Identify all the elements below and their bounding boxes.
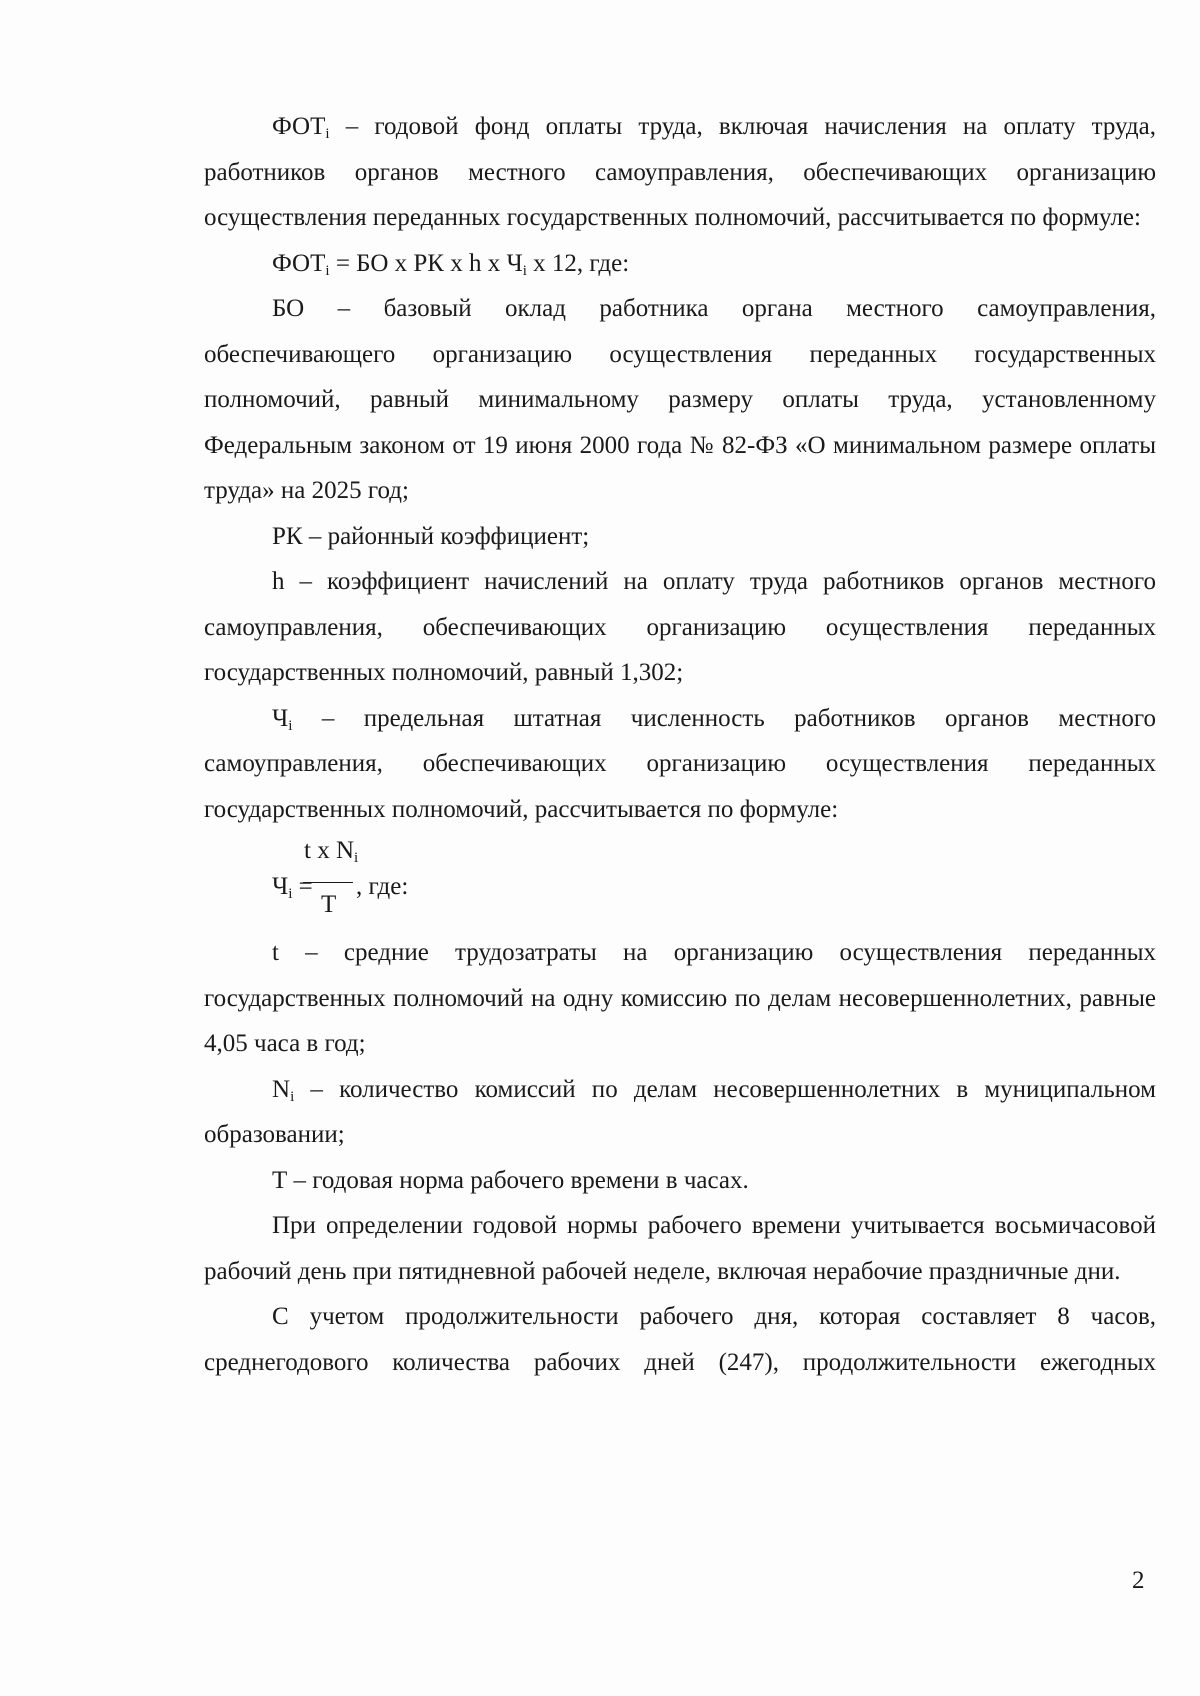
- document-body: [204, 104, 1156, 1385]
- subscript-i: i: [522, 262, 527, 279]
- formula-part: х 12, где:: [526, 249, 630, 277]
- paragraph-work-norm: При определении годовой нормы рабочего времени учитывается восьмичасовой рабочий день при пятидневной рабочей неделе, включая нерабочие праздничные дни.: [204, 1212, 1156, 1285]
- paragraph-fot-definition: [204, 104, 1156, 241]
- formula-part: = БО х РК х h х Ч: [329, 249, 523, 277]
- fraction-denominator: T: [321, 891, 337, 918]
- paragraph-chi-definition: [204, 696, 1156, 833]
- fraction-numerator: [304, 828, 358, 874]
- page-number: 2: [1132, 1567, 1145, 1594]
- subscript-i: i: [288, 717, 293, 734]
- paragraph-t-definition: t – средние трудозатраты на организацию осуществления переданных государственных полномочий на одну комиссию по делам несовершеннолетних, равные 4,05 часа в год;: [204, 939, 1156, 1057]
- fraction-suffix: , где:: [356, 873, 409, 900]
- formula-part: ФОТ: [272, 249, 326, 277]
- formula-fot: [204, 241, 1156, 287]
- paragraph-text: – количество комиссий по делам несовершеннолетних в муниципальном образовании;: [204, 1075, 1156, 1148]
- term-chi: Ч: [272, 704, 289, 732]
- paragraph-text: – предельная штатная численность работников органов местного самоуправления, обеспечивающих организацию осуществления переданных государственных полномочий, рассчитывается по формуле:: [204, 704, 1156, 823]
- equals-sign: =: [292, 873, 313, 900]
- subscript-i: i: [325, 262, 330, 279]
- paragraph-rk-definition: РК – районный коэффициент;: [272, 522, 590, 550]
- subscript-i: i: [290, 1088, 295, 1105]
- term-ni: N: [272, 1075, 291, 1103]
- term-chi: Ч: [272, 873, 289, 900]
- paragraph-T-definition: Т – годовая норма рабочего времени в часах.: [272, 1166, 749, 1194]
- subscript-i: i: [288, 886, 293, 902]
- paragraph-text: – годовой фонд оплаты труда, включая начисления на оплату труда, работников органов местного самоуправления, обеспечивающих организацию осуществления переданных государственных полномочий, рассчитывается по формуле:: [204, 113, 1156, 231]
- paragraph-h-definition: h – коэффициент начислений на оплату труда работников органов местного самоуправления, обеспечивающих организацию осуществления переданных государственных полномочий, равный 1,302;: [204, 568, 1156, 686]
- numerator-text: t x N: [304, 837, 354, 864]
- formula-chi-fraction: [204, 834, 1156, 926]
- subscript-i: i: [325, 126, 330, 142]
- term-fot: ФОТ: [272, 113, 326, 140]
- paragraph-work-day-calculation: С учетом продолжительности рабочего дня, которая составляет 8 часов, среднегодового количества рабочих дней (247), продолжительности ежегодных: [204, 1303, 1156, 1376]
- paragraph-ni-definition: [204, 1067, 1156, 1158]
- subscript-i: i: [354, 850, 359, 866]
- paragraph-bo-definition: БО – базовый оклад работника органа местного самоуправления, обеспечивающего организацию осуществления переданных государственных полномочий, равный минимальному размеру оплаты труда, установленному Федеральным законом от 19 июня 2000 года № 82-ФЗ «О минимальном размере оплаты труда» на 2025 год;: [204, 295, 1156, 504]
